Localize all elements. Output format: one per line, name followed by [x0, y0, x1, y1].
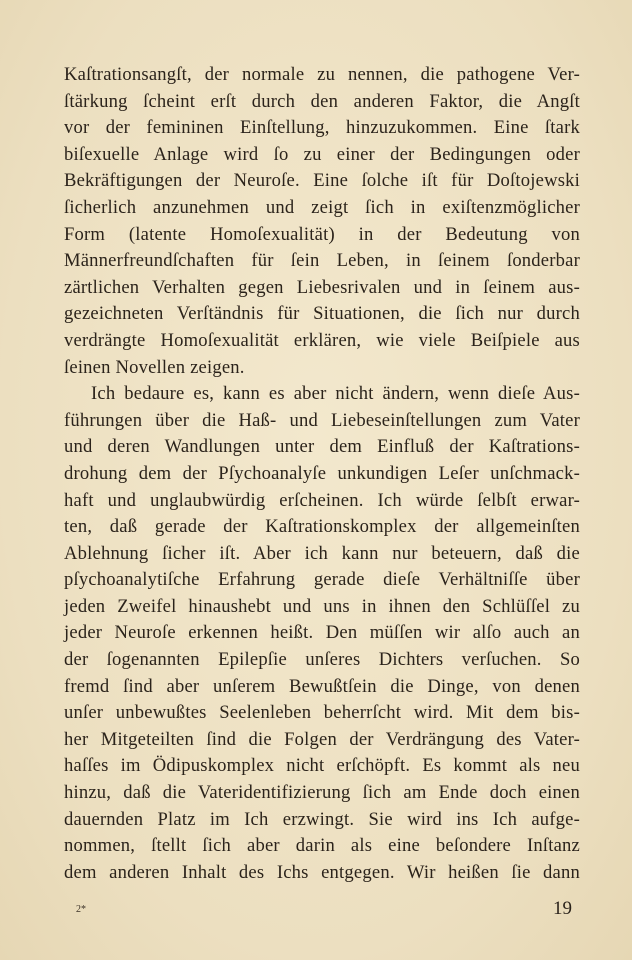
text-line: Männerfreundſchaften für ſein Leben, in ſeinem ſonderbar — [64, 250, 580, 272]
text-line: her Mitgeteilten ſind die Folgen der Verdrängung des Vater- — [64, 728, 580, 750]
text-line: Form (latente Homoſexualität) in der Bedeutung von — [64, 223, 580, 245]
text-line: Kaſtrationsangſt, der normale zu nennen, die pathogene Ver- — [64, 64, 580, 85]
paragraph-2 — [64, 381, 580, 886]
text-line: hinzu, daß die Vateridentifizierung ſich am Ende doch einen — [64, 782, 580, 804]
text-line: fremd ſind aber unſerem Bewußtſein die Dinge, von denen — [64, 675, 580, 697]
text-line: und deren Wandlungen unter dem Einfluß der Kaſtrations- — [64, 436, 580, 458]
text-line: dauernden Platz im Ich erzwingt. Sie wird ins Ich aufge- — [64, 808, 580, 830]
text-line: jeden Zweifel hinaushebt und uns in ihnen den Schlüſſel zu — [64, 595, 580, 617]
text-line: haſſes im Ödipuskomplex nicht erſchöpft. Es kommt als neu — [64, 755, 580, 777]
text-line: ſeinen Novellen zeigen. — [64, 356, 245, 378]
text-line: unſer unbewußtes Seelenleben beherrſcht wird. Mit dem bis- — [64, 702, 580, 724]
text-line: biſexuelle Anlage wird ſo zu einer der Bedingungen oder — [64, 143, 580, 165]
body-text — [64, 62, 580, 886]
text-line: nommen, ſtellt ſich aber darin als eine beſondere Inſtanz — [64, 835, 580, 857]
text-line: Ich bedaure es, kann es aber nicht ändern, wenn dieſe Aus- — [91, 383, 580, 405]
text-line: ten, daß gerade der Kaſtrationskomplex der allgemeinſten — [64, 516, 580, 538]
printer-signature-mark: 2* — [76, 904, 86, 915]
text-line: der ſogenannten Epilepſie unſeres Dichters verſuchen. So — [64, 649, 580, 671]
text-line: ſtärkung ſcheint erſt durch den anderen Faktor, die Angſt — [64, 90, 580, 112]
text-line: führungen über die Haß- und Liebeseinſtellungen zum Vater — [64, 409, 580, 431]
text-line: jeder Neuroſe erkennen heißt. Den müſſen wir alſo auch an — [64, 622, 580, 644]
text-line: ſicherlich anzunehmen und zeigt ſich in exiſtenzmöglicher — [64, 196, 580, 218]
text-line: vor der femininen Einſtellung, hinzuzukommen. Eine ſtark — [64, 117, 580, 139]
text-line: haft und unglaubwürdig erſcheinen. Ich würde ſelbſt erwar- — [64, 489, 580, 511]
page-number: 19 — [553, 898, 572, 919]
text-line: Bekräftigungen der Neuroſe. Eine ſolche iſt für Doſtojewski — [64, 170, 580, 192]
text-line: pſychoanalytiſche Erfahrung gerade dieſe Verhältniſſe über — [64, 569, 580, 591]
text-line: dem anderen Inhalt des Ichs entgegen. Wir heißen ſie dann — [64, 861, 580, 883]
text-line: verdrängte Homoſexualität erklären, wie viele Beiſpiele aus — [64, 329, 580, 351]
text-line: drohung dem der Pſychoanalyſe unkundigen Leſer unſchmack- — [64, 462, 580, 484]
text-line: zärtlichen Verhalten gegen Liebesrivalen und in ſeinem aus- — [64, 276, 580, 298]
text-line: gezeichneten Verſtändnis für Situationen, die ſich nur durch — [64, 303, 580, 325]
text-line: Ablehnung ſicher iſt. Aber ich kann nur beteuern, daß die — [64, 542, 580, 564]
paragraph-1 — [64, 62, 580, 381]
